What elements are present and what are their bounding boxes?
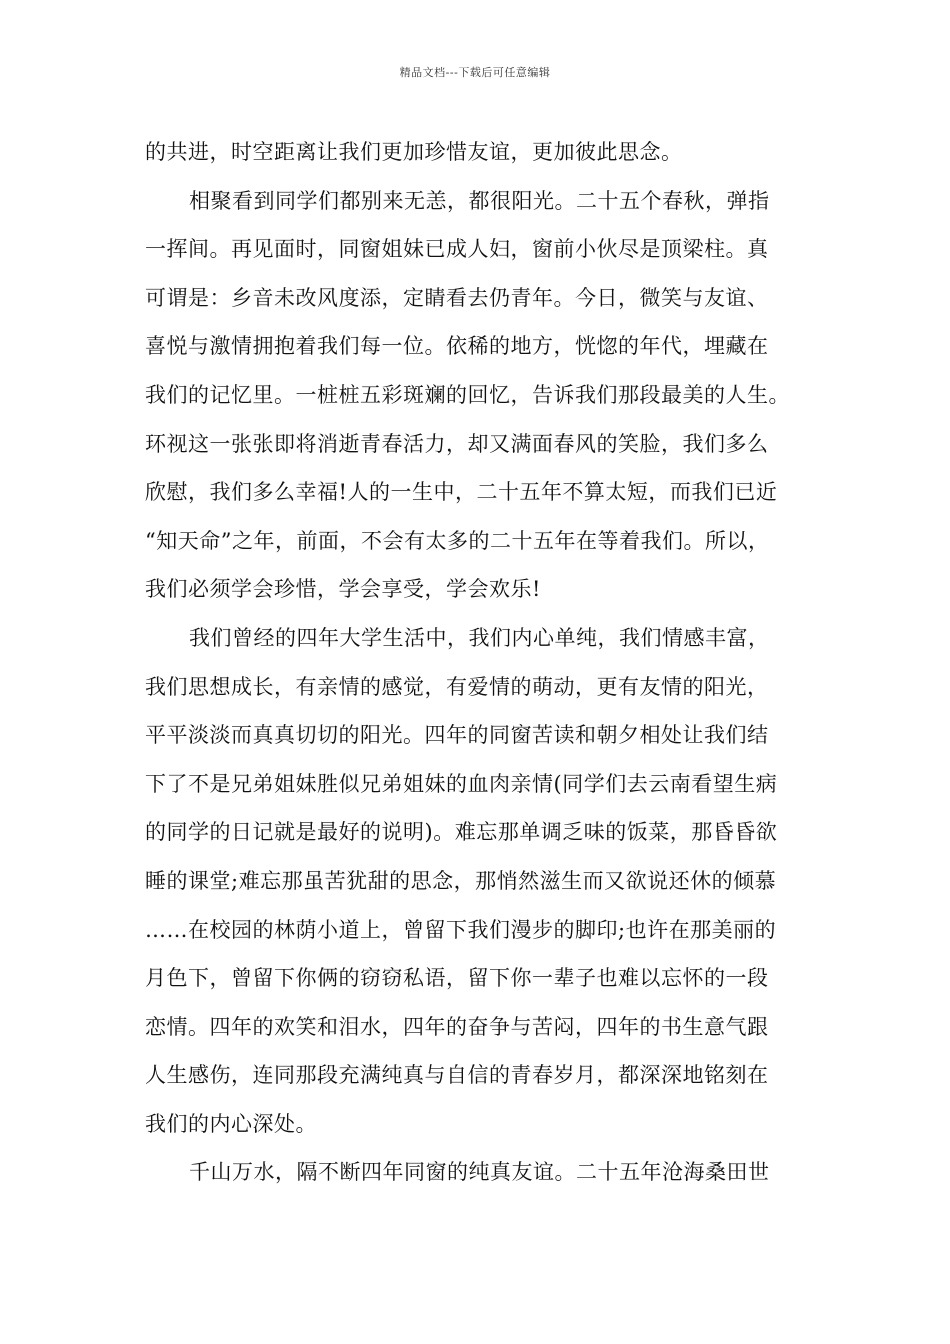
text-line: 我们必须学会珍惜，学会享受，学会欢乐! [145, 577, 541, 602]
text-line: 喜悦与激情拥抱着我们每一位。依稀的地方，恍惚的年代，埋藏在 [145, 334, 769, 359]
text-line: 月色下，曾留下你俩的窃窃私语，留下你一辈子也难以忘怀的一段 [145, 966, 769, 991]
text-line: 平平淡淡而真真切切的阳光。四年的同窗苦读和朝夕相处让我们结 [145, 723, 769, 748]
text-line: 恋情。四年的欢笑和泪水，四年的奋争与苦闷，四年的书生意气跟 [145, 1014, 769, 1039]
text-line: “知天命”之年，前面，不会有太多的二十五年在等着我们。所以， [145, 528, 770, 553]
text-line: 环视这一张张即将消逝青春活力，却又满面春风的笑脸，我们多么 [145, 431, 769, 456]
text-line: 我们曾经的四年大学生活中，我们内心单纯，我们情感丰富， [189, 625, 770, 650]
text-line: 下了不是兄弟姐妹胜似兄弟姐妹的血肉亲情(同学们去云南看望生病 [145, 771, 778, 796]
text-line: 千山万水，隔不断四年同窗的纯真友谊。二十五年沧海桑田世 [189, 1160, 770, 1185]
text-line: 人生感伤，连同那段充满纯真与自信的青春岁月，都深深地铭刻在 [145, 1063, 769, 1088]
text-line: 我们的记忆里。一桩桩五彩斑斓的回忆，告诉我们那段最美的人生。 [145, 382, 790, 407]
text-line: 我们思想成长，有亲情的感觉，有爱情的萌动，更有友情的阳光， [145, 674, 769, 699]
document-body [145, 128, 825, 1197]
text-line: 睡的课堂;难忘那虽苦犹甜的思念，那悄然滋生而又欲说还休的倾慕 [145, 868, 777, 893]
text-line: 的同学的日记就是最好的说明)。难忘那单调乏味的饭菜，那昏昏欲 [145, 820, 778, 845]
page-header: 精品文档---下载后可任意编辑 [399, 66, 551, 79]
text-line: ……在校园的林荫小道上，曾留下我们漫步的脚印;也许在那美丽的 [145, 917, 777, 942]
text-line: 可谓是：乡音未改风度添，定睛看去仍青年。今日，微笑与友谊、 [145, 285, 769, 310]
text-line: 我们的内心深处。 [145, 1111, 317, 1136]
text-line: 欣慰，我们多么幸福!人的一生中，二十五年不算太短，而我们已近 [145, 480, 778, 505]
text-line: 一挥间。再见面时，同窗姐妹已成人妇，窗前小伙尽是顶梁柱。真 [145, 237, 769, 262]
text-line: 相聚看到同学们都别来无恙，都很阳光。二十五个春秋，弹指 [189, 188, 770, 213]
text-line: 的共进，时空距离让我们更加珍惜友谊，更加彼此思念。 [145, 140, 683, 164]
